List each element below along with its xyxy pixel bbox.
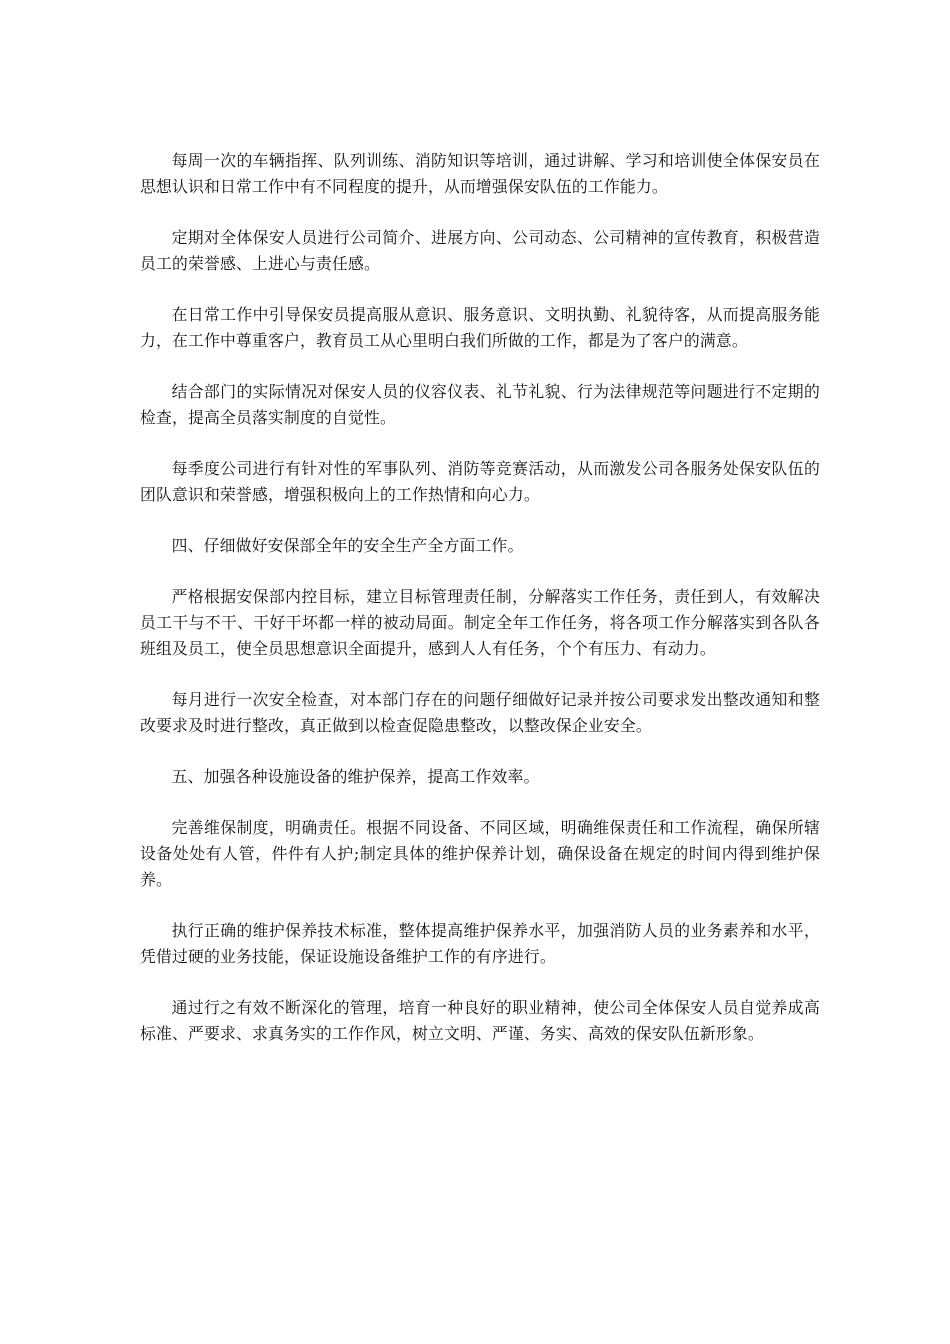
paragraph-responsibility: 严格根据安保部内控目标，建立目标管理责任制，分解落实工作任务，责任到人，有效解决员工干与不干、干好干坏都一样的被动局面。制定全年工作任务，将各项工作分解落实到各队各班组及员工，使全员思想意识全面提升，感到人人有任务，个个有压力、有动力。: [140, 587, 820, 658]
document-body: [140, 148, 820, 1072]
section-heading-five: 五、加强各种设施设备的维护保养，提高工作效率。: [171, 767, 540, 786]
paragraph-education: 定期对全体保安人员进行公司简介、进展方向、公司动态、公司精神的宣传教育，积极营造员工的荣誉感、上进心与责任感。: [140, 228, 820, 273]
paragraph-competition: 每季度公司进行有针对性的军事队列、消防等竞赛活动，从而激发公司各服务处保安队伍的团队意识和荣誉感，增强积极向上的工作热情和向心力。: [140, 459, 820, 504]
paragraph-inspection: 结合部门的实际情况对保安人员的仪容仪表、礼节礼貌、行为法律规范等问题进行不定期的检查，提高全员落实制度的自觉性。: [140, 382, 820, 427]
section-heading-four: 四、仔细做好安保部全年的安全生产全方面工作。: [171, 536, 524, 555]
paragraph-monthly-check: 每月进行一次安全检查，对本部门存在的问题仔细做好记录并按公司要求发出整改通知和整改要求及时进行整改，真正做到以检查促隐患整改，以整改保企业安全。: [140, 690, 820, 735]
paragraph-service-awareness: 在日常工作中引导保安员提高服从意识、服务意识、文明执勤、礼貌待客，从而提高服务能力，在工作中尊重客户，教育员工从心里明白我们所做的工作，都是为了客户的满意。: [140, 305, 820, 350]
paragraph-maintenance-system: 完善维保制度，明确责任。根据不同设备、不同区域，明确维保责任和工作流程，确保所辖设备处处有人管，件件有人护;制定具体的维护保养计划，确保设备在规定的时间内得到维护保养。: [140, 818, 820, 889]
paragraph-conclusion: 通过行之有效不断深化的管理，培育一种良好的职业精神，使公司全体保安人员自觉养成高标准、严要求、求真务实的工作作风，树立文明、严谨、务实、高效的保安队伍新形象。: [140, 998, 820, 1043]
paragraph-training: 每周一次的车辆指挥、队列训练、消防知识等培训，通过讲解、学习和培训使全体保安员在思想认识和日常工作中有不同程度的提升，从而增强保安队伍的工作能力。: [140, 151, 820, 196]
paragraph-maintenance-standard: 执行正确的维护保养技术标准，整体提高维护保养水平，加强消防人员的业务素养和水平，凭借过硬的业务技能，保证设施设备维护工作的有序进行。: [140, 921, 820, 966]
